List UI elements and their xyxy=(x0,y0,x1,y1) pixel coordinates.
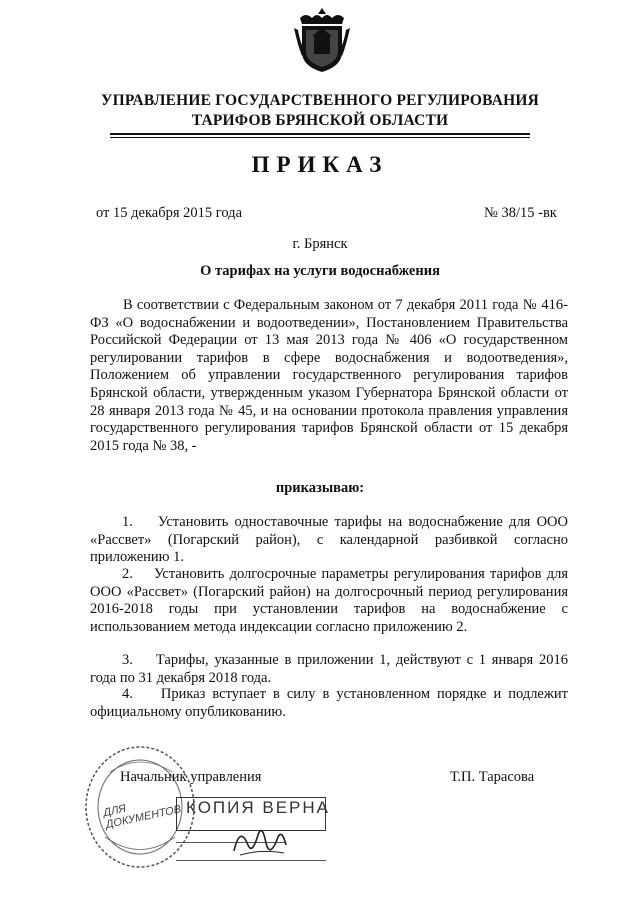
org-name-line2: ТАРИФОВ БРЯНСКОЙ ОБЛАСТИ xyxy=(191,112,449,129)
order-item-2: 2. Установить долгосрочные параметры регулирования тарифов для ООО «Рассвет» (Погарский район) на долгосрочный период регулирования 2016-2018 годы при установлении тарифов на водоснабжение с использованием метода индексации согласно приложению 2. xyxy=(90,566,568,635)
preamble-paragraph: В соответствии с Федеральным законом от 7 декабря 2011 года № 416-ФЗ «О водоснабжении и водоотведении», Постановлением Правительства Российской Федерации от 13 мая 2013 года № 406 «О государственном регулировании тарифов в сфере водоснабжения и водоотведения», Положением об управлении государственного регулирования тарифов Брянской области, утвержденным указом Губернатора Брянской области от 28 января 2013 года № 45, и на основании протокола правления управления государственного регулирования тарифов Брянской области от 15 декабря 2015 года № 38, - xyxy=(90,297,568,454)
document-subject: О тарифах на услуги водоснабжения xyxy=(200,263,440,279)
header-rule xyxy=(110,133,530,135)
signatory-name: Т.П. Тарасова xyxy=(450,769,535,785)
order-item-1: 1. Установить одноставочные тарифы на водоснабжение для ООО «Рассвет» (Погарский район), с календарной разбивкой согласно приложению 1. xyxy=(90,514,568,566)
round-stamp-text: ДЛЯ ДОКУМЕНТОВ xyxy=(102,802,183,832)
document-date: от 15 декабря 2015 года xyxy=(96,205,242,221)
order-item-3: 3. Тарифы, указанные в приложении 1, действуют с 1 января 2016 года по 31 декабря 2018 года. xyxy=(90,652,568,686)
signatory-position: Начальник управления xyxy=(120,769,262,785)
order-item-4: 4. Приказ вступает в силу в установленном порядке и подлежит официальному опубликованию. xyxy=(90,686,568,720)
org-name-line1: УПРАВЛЕНИЕ ГОСУДАРСТВЕННОГО РЕГУЛИРОВАНИЯ xyxy=(101,92,539,109)
document-number: № 38/15 -вк xyxy=(484,205,557,221)
copy-stamp-text: КОПИЯ ВЕРНА xyxy=(186,798,331,817)
order-word: приказываю: xyxy=(275,480,365,496)
document-city: г. Брянск xyxy=(292,236,348,252)
header-rule-thin xyxy=(110,137,530,138)
coat-of-arms-icon xyxy=(292,6,352,74)
document-title: ПРИКАЗ xyxy=(251,152,389,177)
handwritten-signature xyxy=(230,815,290,863)
